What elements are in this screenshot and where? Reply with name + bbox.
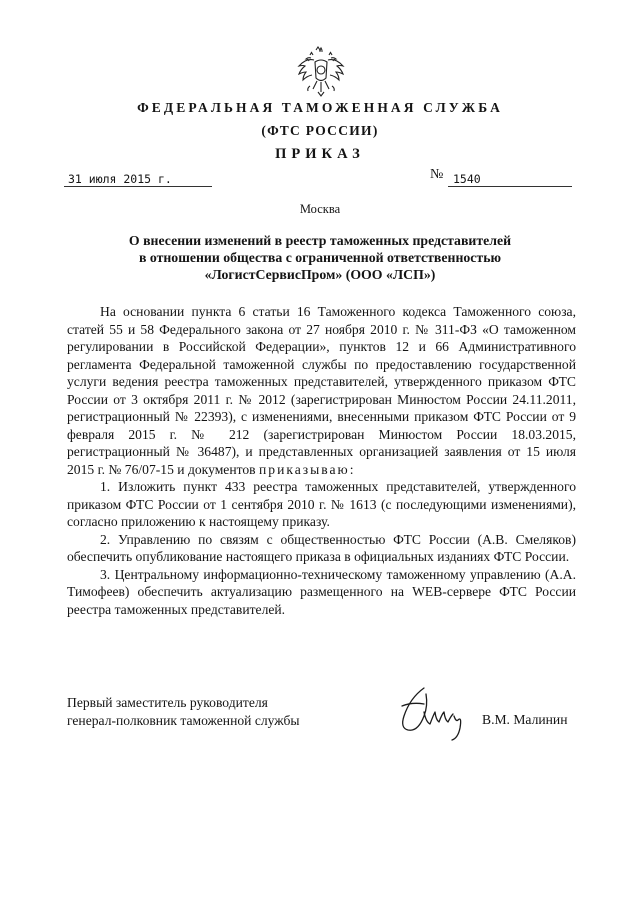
order-body	[67, 303, 576, 618]
preamble-text: На основании пункта 6 статьи 16 Таможенного кодекса Таможенного союза, статей 55 и 58 Федерального закона от 27 ноября 2010 г. № 311-ФЗ «О таможенном регулировании в Российской Федерации», пунктов 12 и 66 Административного регламента Федеральной таможенной службы по предоставлению государственной услуги ведения реестра таможенных представителей, утвержденного приказом ФТС России от 3 октября 2011 г. № 2012 (зарегистрирован Минюстом России 24.11.2011, регистрационный № 22393), с изменениями, внесенными приказом ФТС России от 9 февраля 2015 г. № 212 (зарегистрирован Минюстом России 18.03.2015, регистрационный № 36487), и представленных организацией заявления от 15 июля 2015 г. № 76/07-15 и документов	[67, 304, 576, 477]
order-item-2: 2. Управлению по связям с общественностью ФТС России (А.В. Смеляков) обеспечить опубликование настоящего приказа в официальных изданиях ФТС России.	[67, 531, 576, 564]
document-type: ПРИКАЗ	[275, 146, 365, 162]
preamble-paragraph	[67, 303, 576, 478]
signatory-name: В.М. Малинин	[482, 712, 568, 727]
order-item-3: 3. Центральному информационно-техническому таможенному управлению (А.А. Тимофеев) обеспечить актуализацию размещенного на WEB-сервере ФТС России реестра таможенных представителей.	[67, 566, 576, 617]
order-item-1: 1. Изложить пункт 433 реестра таможенных представителей, утвержденного приказом ФТС России от 1 сентября 2010 г. № 1613 (с последующими изменениями), согласно приложению к настоящему приказу.	[67, 479, 576, 529]
order-date: 31 июля 2015 г.	[68, 172, 172, 186]
signatory-title-line-2: генерал-полковник таможенной службы	[67, 713, 300, 728]
agency-short-name: (ФТС РОССИИ)	[261, 123, 379, 138]
number-field	[448, 170, 572, 187]
number-label: №	[430, 167, 444, 182]
order-number: 1540	[453, 172, 481, 186]
handwritten-signature-icon	[394, 682, 472, 746]
agency-name: ФЕДЕРАЛЬНАЯ ТАМОЖЕННАЯ СЛУЖБА	[137, 100, 503, 115]
issue-city: Москва	[299, 202, 341, 216]
subject-line-1: О внесении изменений в реестр таможенных представителей	[128, 233, 512, 248]
subject-line-3: «ЛогистСервисПром» (ООО «ЛСП»)	[204, 267, 436, 282]
double-headed-eagle-emblem-icon	[296, 46, 346, 98]
signatory-title-line-1: Первый заместитель руководителя	[67, 695, 268, 710]
signatory-title	[67, 694, 300, 730]
order-word: приказываю:	[259, 461, 356, 477]
order-subject	[0, 232, 640, 283]
subject-line-2: в отношении общества с ограниченной ответственностью	[138, 250, 502, 265]
date-field	[64, 170, 212, 187]
